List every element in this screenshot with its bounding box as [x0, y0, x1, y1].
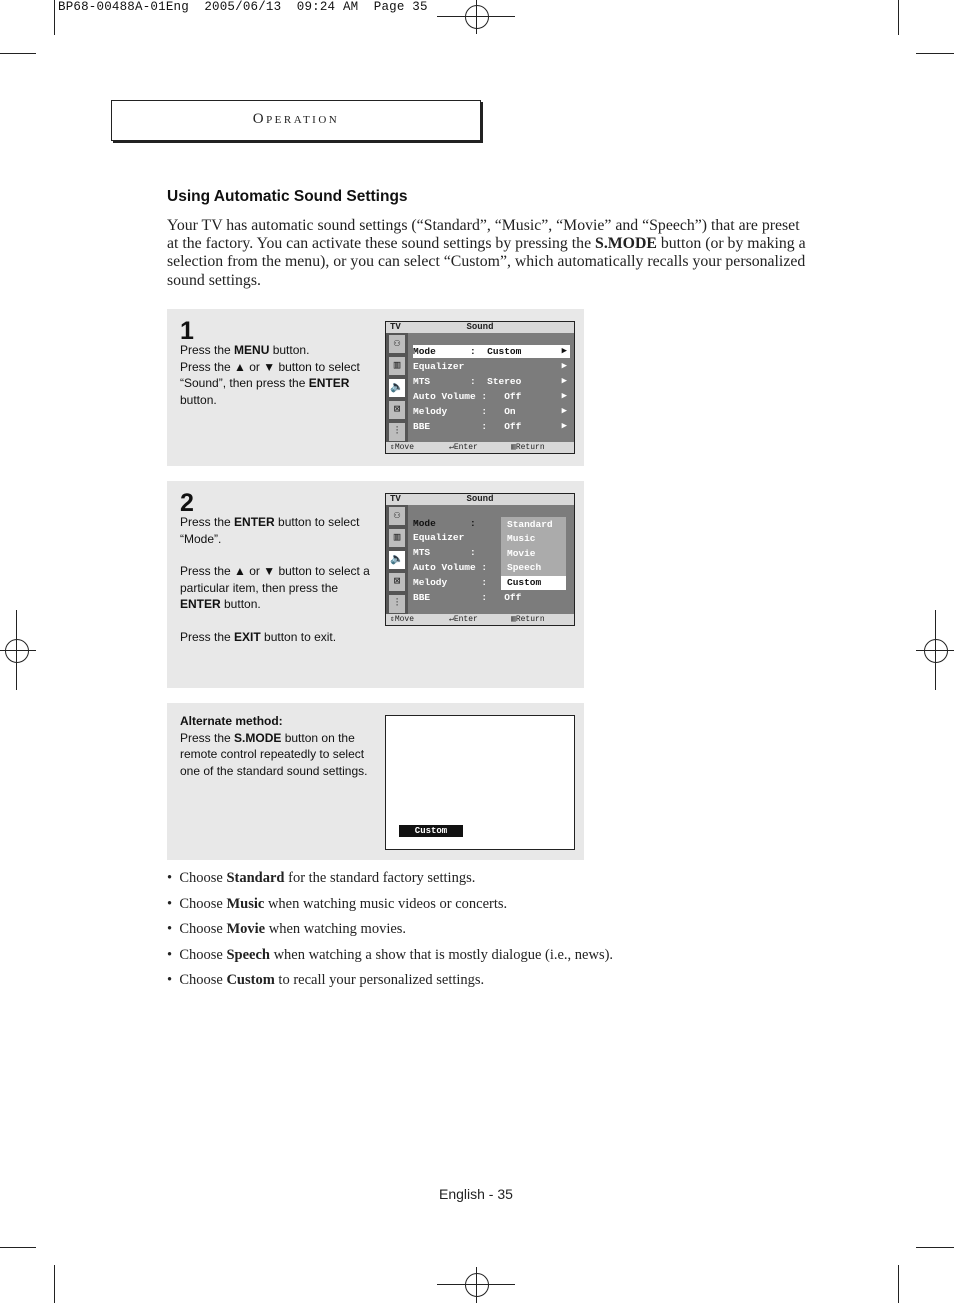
channel-icon: ⊠: [389, 401, 405, 419]
crop-mark: [54, 0, 55, 35]
crop-mark: [54, 1265, 55, 1303]
osd-row-bbe[interactable]: BBE : Off ▶: [413, 421, 567, 432]
alternate-method-text: Alternate method: Press the S.MODE button on the remote control repeatedly to select one of the standard sound settings.: [180, 713, 375, 779]
mode-option-selected[interactable]: Custom: [501, 576, 566, 590]
osd-row-equalizer[interactable]: Equalizer ▶: [413, 361, 567, 372]
step-2-panel: [167, 481, 584, 688]
tv-osd-mode-menu: [385, 493, 575, 626]
crop-mark: [0, 53, 36, 54]
setup-icon: ⫶: [389, 595, 405, 613]
mode-option[interactable]: Speech: [507, 562, 542, 573]
osd-row-mts[interactable]: MTS :: [413, 547, 476, 558]
osd-title: Sound: [466, 494, 494, 504]
bullet-list: [167, 870, 613, 998]
print-slug: BP68-00488A-01Eng 2005/06/13 09:24 AM Page 35: [58, 0, 428, 14]
osd-title: Sound: [466, 322, 494, 332]
intro-smode: S.MODE: [595, 235, 657, 253]
registration-mark: [465, 5, 489, 29]
intro-text: Your TV has automatic sound settings (“Standard”, “Music”, “Movie” and “Speech”) that are preset at the factory. You can activate these sound settings by pressing the: [167, 217, 800, 253]
input-icon: ⚇: [389, 335, 405, 353]
list-item: • Choose Speech when watching a show that is mostly dialogue (i.e., news).: [167, 946, 614, 963]
osd-title-bar: [386, 494, 574, 505]
osd-row-mts[interactable]: MTS : Stereo ▶: [413, 376, 567, 387]
crop-mark: [898, 1265, 899, 1303]
page-footer: English - 35: [439, 1186, 513, 1202]
registration-mark: [465, 1273, 489, 1297]
step-number: 2: [180, 489, 194, 517]
page-heading: Using Automatic Sound Settings: [167, 188, 408, 205]
list-item: • Choose Music when watching music videos or concerts.: [167, 895, 508, 912]
picture-icon: ▥: [389, 529, 405, 547]
osd-help-bar: ⇕Move ↵Enter ▥Return: [386, 442, 574, 453]
list-item: • Choose Movie when watching movies.: [167, 921, 407, 937]
step-1-panel: [167, 309, 584, 466]
sound-icon: 🔈: [389, 551, 405, 569]
tv-osd-sound-menu: [385, 321, 575, 454]
intro-text: button (or by making a selection from the menu), or you can select “Custom”, which automatically recalls your personalized sound settings.: [167, 235, 806, 289]
osd-row-bbe[interactable]: BBE : Off: [413, 592, 522, 603]
osd-row-melody[interactable]: Melody :: [413, 577, 488, 588]
list-item: • Choose Standard for the standard factory settings.: [167, 870, 476, 886]
osd-tv-label: TV: [390, 494, 401, 504]
osd-sidebar: [386, 505, 408, 614]
mode-option[interactable]: Movie: [507, 548, 536, 559]
setup-icon: ⫶: [389, 423, 405, 441]
sound-mode-label: Custom: [399, 825, 463, 837]
osd-row-melody[interactable]: Melody : On ▶: [413, 406, 567, 417]
alternate-title: Alternate method:: [180, 714, 283, 728]
crop-mark: [916, 1247, 954, 1248]
input-icon: ⚇: [389, 507, 405, 525]
osd-row-auto-volume[interactable]: Auto Volume : Off ▶: [413, 391, 567, 402]
channel-icon: ⊠: [389, 573, 405, 591]
crop-mark: [916, 53, 954, 54]
intro-paragraph: [167, 217, 807, 290]
mode-options-list: [501, 517, 566, 590]
crop-mark: [898, 0, 899, 35]
osd-row-mode[interactable]: Mode : Custom ▶: [413, 345, 570, 358]
registration-mark: [924, 639, 948, 663]
mode-option[interactable]: Music: [507, 533, 536, 544]
step-2-text: Press the ENTER button to select “Mode”. Press the ▲ or ▼ button to select a particular item, then press the ENTER button. Press the EXIT button to exit.: [180, 515, 370, 644]
osd-tv-label: TV: [390, 322, 401, 332]
crop-mark: [0, 1247, 36, 1248]
section-title: Operation: [252, 111, 340, 127]
list-item: • Choose Custom to recall your personalized settings.: [167, 972, 485, 988]
osd-title-bar: [386, 322, 574, 333]
osd-row-mode[interactable]: Mode :: [413, 518, 476, 529]
step-1-text: Press the MENU button. Press the ▲ or ▼ button to select “Sound”, then press the ENTER button.: [180, 343, 360, 407]
osd-row-equalizer[interactable]: Equalizer: [413, 532, 465, 543]
section-header: [111, 100, 481, 141]
alternate-method-panel: [167, 703, 584, 860]
step-number: 1: [180, 317, 194, 345]
osd-row-auto-volume[interactable]: Auto Volume :: [413, 562, 488, 573]
picture-icon: ▥: [389, 357, 405, 375]
osd-sidebar: [386, 333, 408, 442]
osd-help-bar: ⇕Move ↵Enter ▥Return: [386, 614, 574, 625]
tv-screen: [385, 715, 575, 850]
registration-mark: [5, 639, 29, 663]
sound-icon: 🔈: [389, 379, 405, 397]
mode-option[interactable]: Standard: [507, 519, 553, 530]
